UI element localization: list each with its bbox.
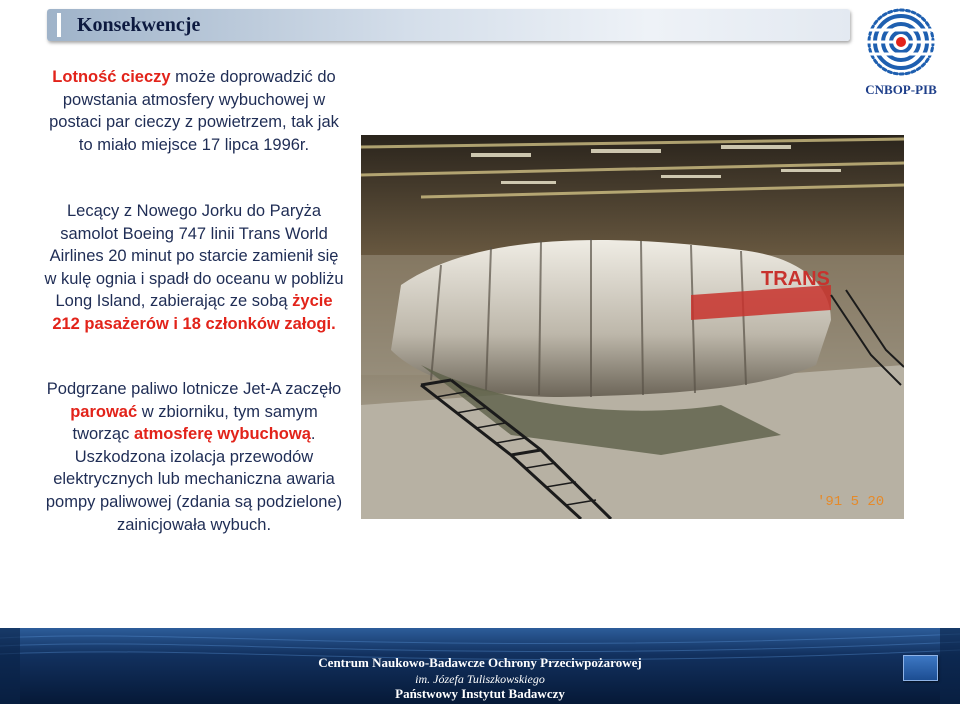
- logo-caption: CNBOP-PIB: [865, 82, 937, 97]
- paragraph-twa-flight: [44, 200, 344, 336]
- photo-date-stamp: '91 5 20: [817, 494, 885, 510]
- wreckage-photo: [361, 135, 904, 519]
- next-slide-button-icon[interactable]: [903, 655, 938, 681]
- title-accent: [57, 13, 61, 37]
- paragraph2-text: Lecący z Nowego Jorku do Paryża samolot Boeing 747 linii Trans World Airlines 20 minut po starcie zamienił się w kulę ognia i spadł do oceanu w pobliżu Long Island, zabierając ze sobą: [44, 202, 344, 311]
- paragraph-volatility: [44, 66, 344, 156]
- footer-banner: [0, 628, 960, 704]
- paragraph3-text-1: Podgrzane paliwo lotnicze Jet-A zaczęło: [46, 380, 342, 398]
- highlight-atmosphere: atmosferę wybuchową: [133, 425, 311, 444]
- slide-title: Konsekwencje: [77, 14, 201, 36]
- paragraph3-text-3: . Uszkodzona izolacja przewodów elektrycznych lub mechaniczna awaria pompy paliwowej (zdania są podzielone) zainicjowała wybuch.: [45, 425, 343, 534]
- highlight-victims: życie 212 pasażerów i 18 członków załogi.: [52, 292, 336, 333]
- paragraph1-text: może doprowadzić do powstania atmosfery wybuchowej w postaci par cieczy z powietrzem, tak jak to miało miejsce 17 lipca 1996r.: [49, 68, 339, 154]
- footer-institution-name: Centrum Naukowo-Badawcze Ochrony Przeciwpożarowej: [318, 655, 642, 670]
- footer-patron-name: im. Józefa Tuliszkowskiego: [415, 672, 545, 686]
- highlight-evaporate: parować: [70, 402, 138, 421]
- highlight-volatility: Lotność cieczy: [52, 68, 171, 86]
- title-bar: [47, 9, 850, 41]
- aircraft-livery-text: TRANS: [761, 268, 830, 290]
- paragraph3-text-2: w zbiorniku, tym samym tworząc: [72, 402, 318, 444]
- paragraph-cause: [44, 378, 344, 536]
- footer-institute-status: Państwowy Instytut Badawczy: [395, 686, 565, 701]
